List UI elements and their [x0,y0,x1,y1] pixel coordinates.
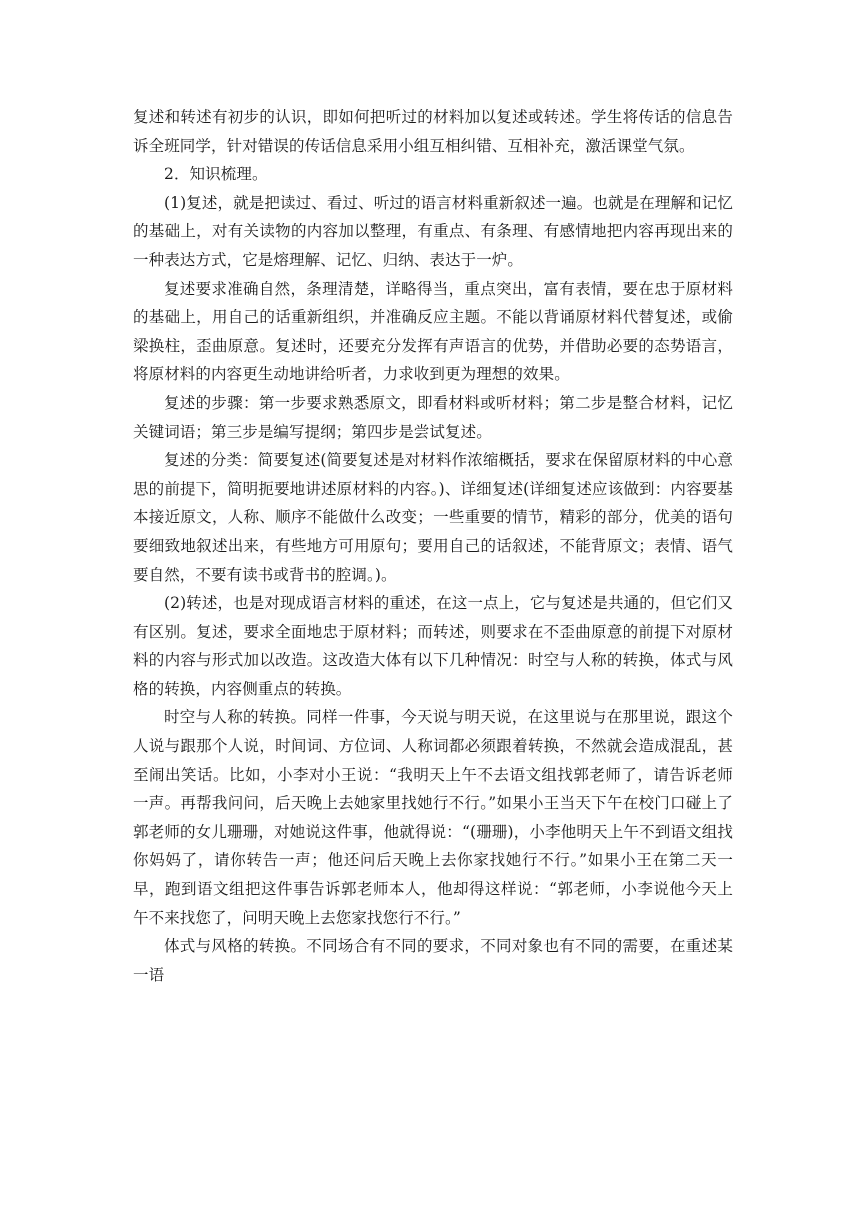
paragraph-style-conversion: 体式与风格的转换。不同场合有不同的要求，不同对象也有不同的需要，在重述某一语 [133,937,733,984]
paragraph-retelling-types: 复述的分类：简要复述(简要复述是对材料作浓缩概括，要求在保留原材料的中心意思的前提下，简明扼要地讲述原材料的内容。)、详细复述(详细复述应该做到：内容要基本接近原文，人称、顺序不能做什么改变；一些重要的情节，精彩的部分，优美的语句要细致地叙述出来，有些地方可用原句；要用自己的话叙述，不能背原文；表情、语气要自然，不要有读书或背书的腔调。)。 [133,451,733,584]
paragraph-relaying-definition: (2)转述，也是对现成语言材料的重述，在这一点上，它与复述是共通的，但它们又有区别。复述，要求全面地忠于原材料；而转述，则要求在不歪曲原意的前提下对原材料的内容与形式加以改造。这改造大体有以下几种情况：时空与人称的转换，体式与风格的转换，内容侧重点的转换。 [133,594,733,698]
document-body [133,103,733,989]
paragraph-time-person-conversion: 时空与人称的转换。同样一件事，今天说与明天说，在这里说与在那里说，跟这个人说与跟那个人说，时间词、方位词、人称词都必须跟着转换，不然就会造成混乱，甚至闹出笑话。比如，小李对小王说：“我明天上午不去语文组找郭老师了，请告诉老师一声。再帮我问问，后天晚上去她家里找她行不行。”如果小王当天下午在校门口碰上了郭老师的女儿珊珊，对她说这件事，他就得说：“(珊珊)，小李他明天上午不到语文组找你妈妈了，请你转告一声；他还问后天晚上去你家找她行不行。”如果小王在第二天一早，跑到语文组把这件事告诉郭老师本人，他却得这样说：“郭老师，小李说他今天上午不来找您了，问明天晚上去您家找您行不行。” [133,708,733,927]
paragraph-retelling-steps: 复述的步骤：第一步要求熟悉原文，即看材料或听材料；第二步是整合材料，记忆关键词语；第三步是编写提纲；第四步是尝试复述。 [133,393,733,441]
paragraph-section-heading: 2．知识梳理。 [164,165,268,184]
paragraph-retelling-requirements: 复述要求准确自然，条理清楚，详略得当，重点突出，富有表情，要在忠于原材料的基础上，用自己的话重新组织，并准确反应主题。不能以背诵原材料代替复述，或偷梁换柱，歪曲原意。复述时，还要充分发挥有声语言的优势，并借助必要的态势语言，将原材料的内容更生动地讲给听者，力求收到更为理想的效果。 [133,279,733,384]
paragraph-retelling-definition: (1)复述，就是把读过、看过、听过的语言材料重新叙述一遍。也就是在理解和记忆的基础上，对有关读物的内容加以整理，有重点、有条理、有感情地把内容再现出来的一种表达方式，它是熔理解、记忆、归纳、表达于一炉。 [133,193,733,269]
paragraph-intro-continuation: 复述和转述有初步的认识，即如何把听过的材料加以复述或转述。学生将传话的信息告诉全班同学，针对错误的传话信息采用小组互相纠错、互相补充，激活课堂气氛。 [133,108,733,155]
